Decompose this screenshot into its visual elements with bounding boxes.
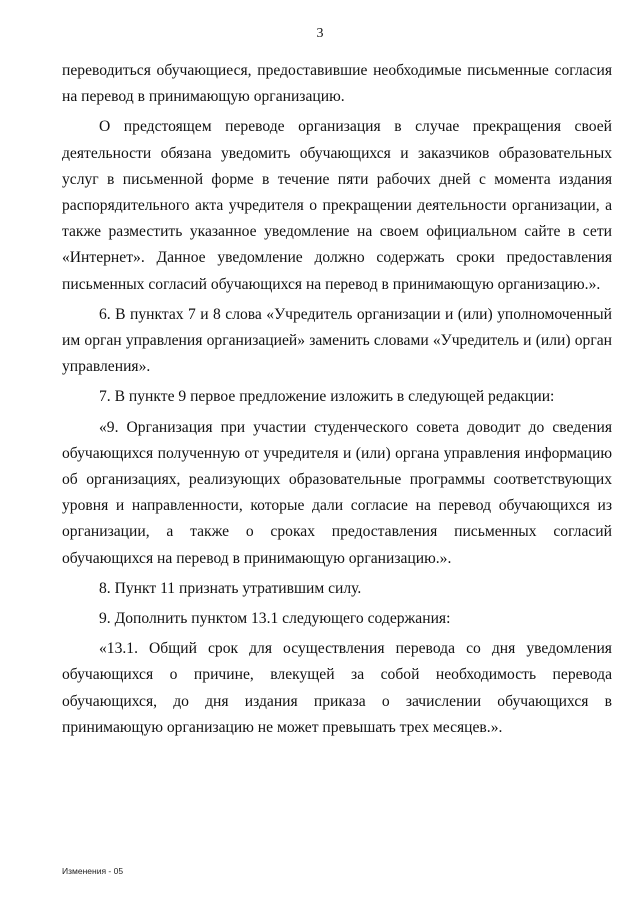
paragraph-3: 6. В пунктах 7 и 8 слова «Учредитель организации и (или) уполномоченный им орган управления организацией» заменить словами «Учредитель и (или) орган управления».: [62, 305, 612, 376]
page-number: 3: [316, 26, 324, 41]
paragraph-1: переводиться обучающиеся, предоставившие необходимые письменные согласия на перевод в принимающую организацию.: [62, 62, 612, 106]
document-body: [62, 58, 612, 741]
paragraph-4: 7. В пункте 9 первое предложение изложить в следующей редакции:: [99, 388, 555, 406]
paragraph-2: О предстоящем переводе организация в случае прекращения своей деятельности обязана уведомить обучающихся и заказчиков образовательных услуг в письменной форме в течение пяти рабочих дней с момента издания распорядительного акта учредителя о прекращении деятельности организации, а также разместить указанное уведомление на своем официальном сайте в сети «Интернет». Данное уведомление должно содержать сроки предоставления письменных согласий обучающихся на перевод в принимающую организацию.».: [62, 118, 612, 293]
paragraph-6: 8. Пункт 11 признать утратившим силу.: [99, 579, 362, 597]
paragraph-8: «13.1. Общий срок для осуществления перевода со дня уведомления обучающихся о причине, влекущей за собой необходимость перевода обучающихся, до дня издания приказа о зачислении обучающихся в принимающую организацию не может превышать трех месяцев.».: [62, 640, 612, 736]
paragraph-5: «9. Организация при участии студенческого совета доводит до сведения обучающихся полученную от учредителя и (или) органа управления информацию об организациях, реализующих образовательные программы соответствующих уровня и направленности, которые дали согласие на перевод обучающихся из организации, а также о сроках предоставления письменных согласий обучающихся на перевод в принимающую организацию.».: [62, 418, 612, 567]
footer-note: Изменения - 05: [62, 866, 124, 876]
paragraph-7: 9. Дополнить пунктом 13.1 следующего содержания:: [99, 610, 451, 628]
